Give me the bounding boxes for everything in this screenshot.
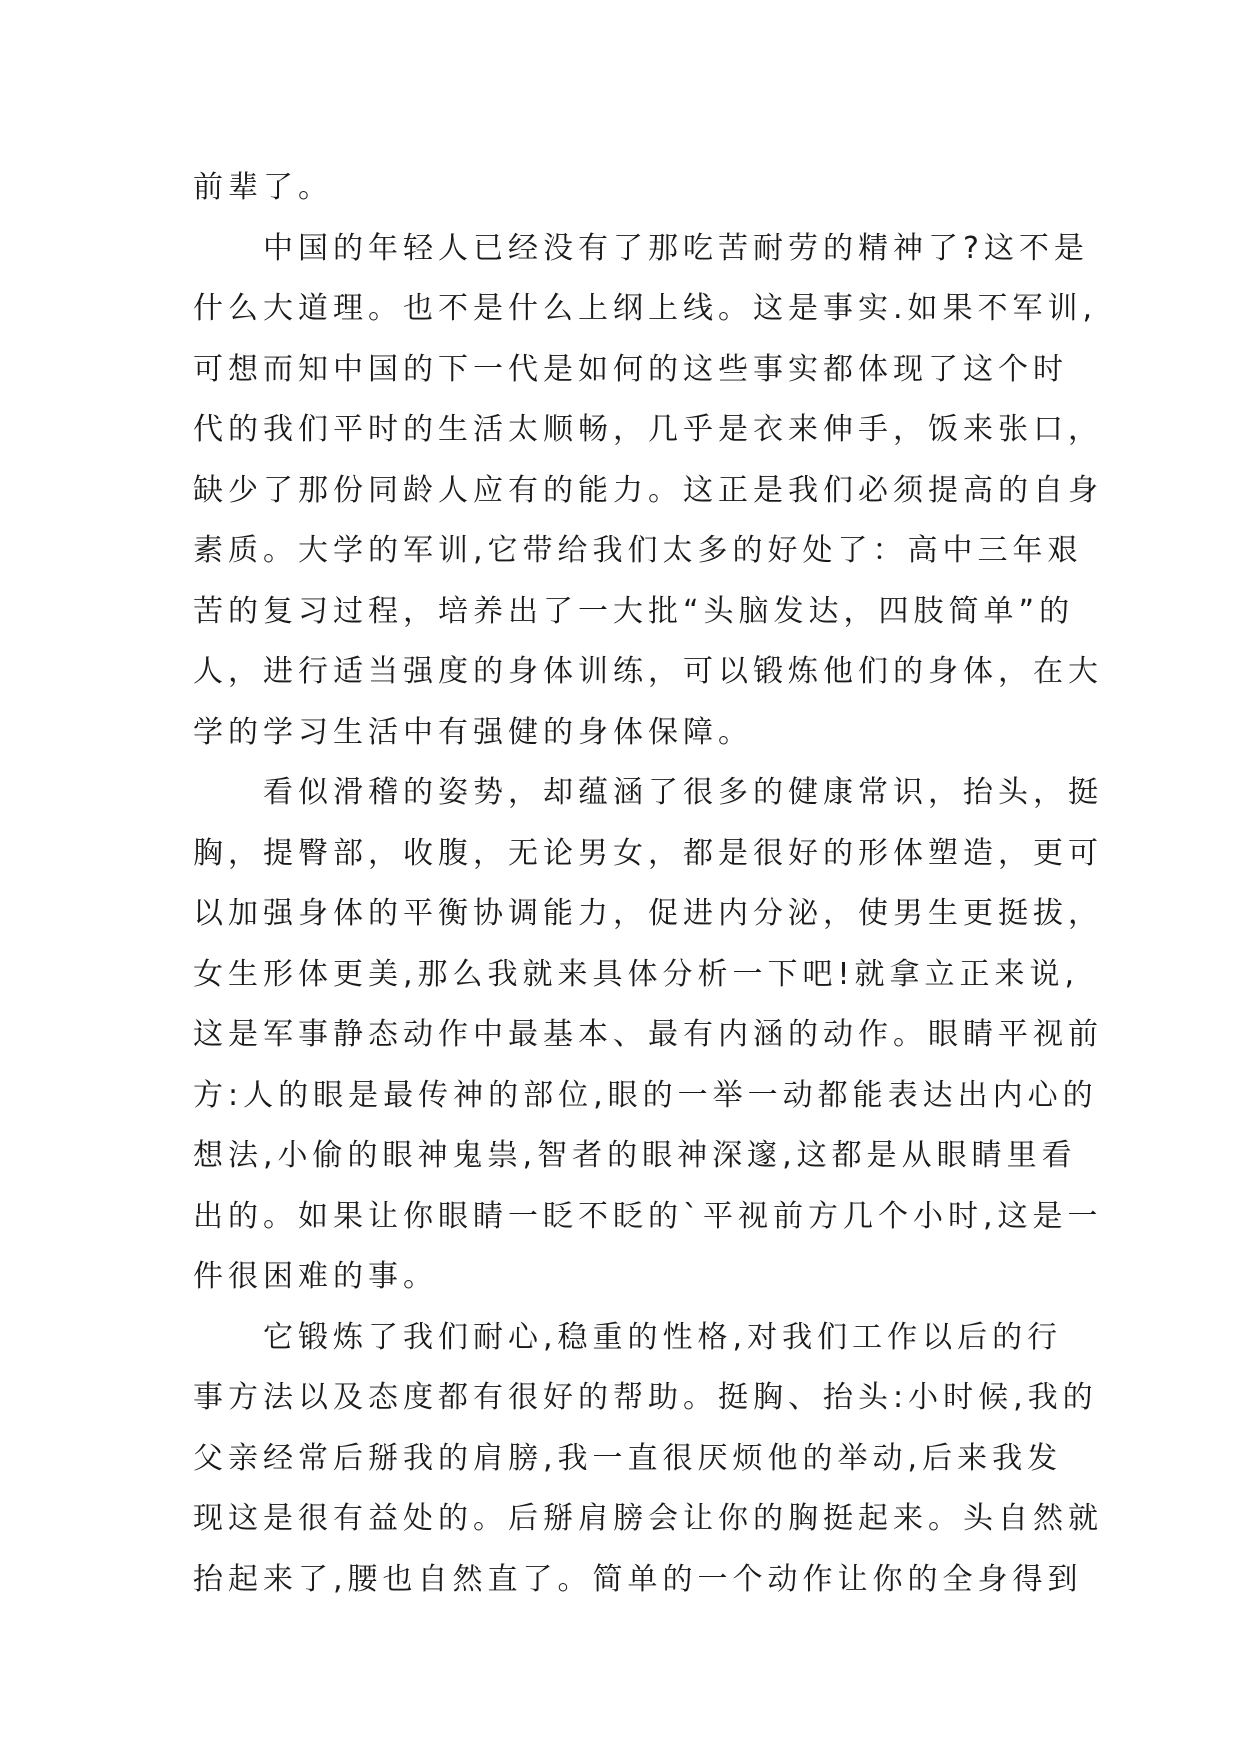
text-line: 它锻炼了我们耐心,稳重的性格,对我们工作以后的行 xyxy=(263,1319,1063,1355)
text-line: 抬起来了,腰也自然直了。简单的一个动作让你的全身得到 xyxy=(193,1561,1083,1597)
text-line: 件很困难的事。 xyxy=(193,1259,438,1294)
text-line: 可想而知中国的下一代是如何的这些事实都体现了这个时 xyxy=(193,351,1068,387)
text-line: 事方法以及态度都有很好的帮助。挺胸、抬头:小时候,我的 xyxy=(193,1380,1098,1415)
text-line: 方:人的眼是最传神的部位,眼的一举一动都能表达出内心的 xyxy=(193,1077,1098,1113)
text-line: 出的。如果让你眼睛一眨不眨的`平视前方几个小时,这是一 xyxy=(193,1198,1103,1234)
text-line: 人，进行适当强度的身体训练，可以锻炼他们的身体，在大 xyxy=(193,654,1103,689)
text-line: 看似滑稽的姿势，却蕴涵了很多的健康常识，抬头，挺 xyxy=(263,775,1103,810)
document-body xyxy=(193,158,1103,1610)
text-line: 苦的复习过程，培养出了一大批“头脑发达，四肢简单”的 xyxy=(193,593,1075,629)
text-line: 学的学习生活中有强健的身体保障。 xyxy=(193,714,753,750)
text-line: 这是军事静态动作中最基本、最有内涵的动作。眼睛平视前 xyxy=(193,1017,1103,1052)
text-line: 缺少了那份同龄人应有的能力。这正是我们必须提高的自身 xyxy=(193,472,1103,508)
paragraph-3 xyxy=(193,763,1103,1308)
text-line: 现这是很有益处的。后掰肩膀会让你的胸挺起来。头自然就 xyxy=(193,1501,1103,1536)
paragraph-2 xyxy=(193,219,1103,764)
paragraph-4 xyxy=(193,1308,1103,1611)
text-line: 前辈了。 xyxy=(193,170,333,205)
text-line: 胸，提臀部，收腹，无论男女，都是很好的形体塑造，更可 xyxy=(193,835,1103,871)
text-line: 素质。大学的军训,它带给我们太多的好处了：高中三年艰 xyxy=(193,533,1083,568)
text-line: 以加强身体的平衡协调能力，促进内分泌，使男生更挺拔， xyxy=(193,896,1103,931)
text-line: 父亲经常后掰我的肩膀,我一直很厌烦他的举动,后来我发 xyxy=(193,1440,1063,1476)
text-line: 中国的年轻人已经没有了那吃苦耐劳的精神了?这不是 xyxy=(263,230,1089,266)
text-line: 想法,小偷的眼神鬼祟,智者的眼神深邃,这都是从眼睛里看 xyxy=(193,1138,1077,1173)
text-line: 什么大道理。也不是什么上纲上线。这是事实.如果不军训, xyxy=(193,291,1098,326)
paragraph-1 xyxy=(193,158,1053,219)
text-line: 代的我们平时的生活太顺畅，几乎是衣来伸手，饭来张口， xyxy=(193,412,1103,447)
text-line: 女生形体更美,那么我就来具体分析一下吧!就拿立正来说, xyxy=(193,956,1080,992)
